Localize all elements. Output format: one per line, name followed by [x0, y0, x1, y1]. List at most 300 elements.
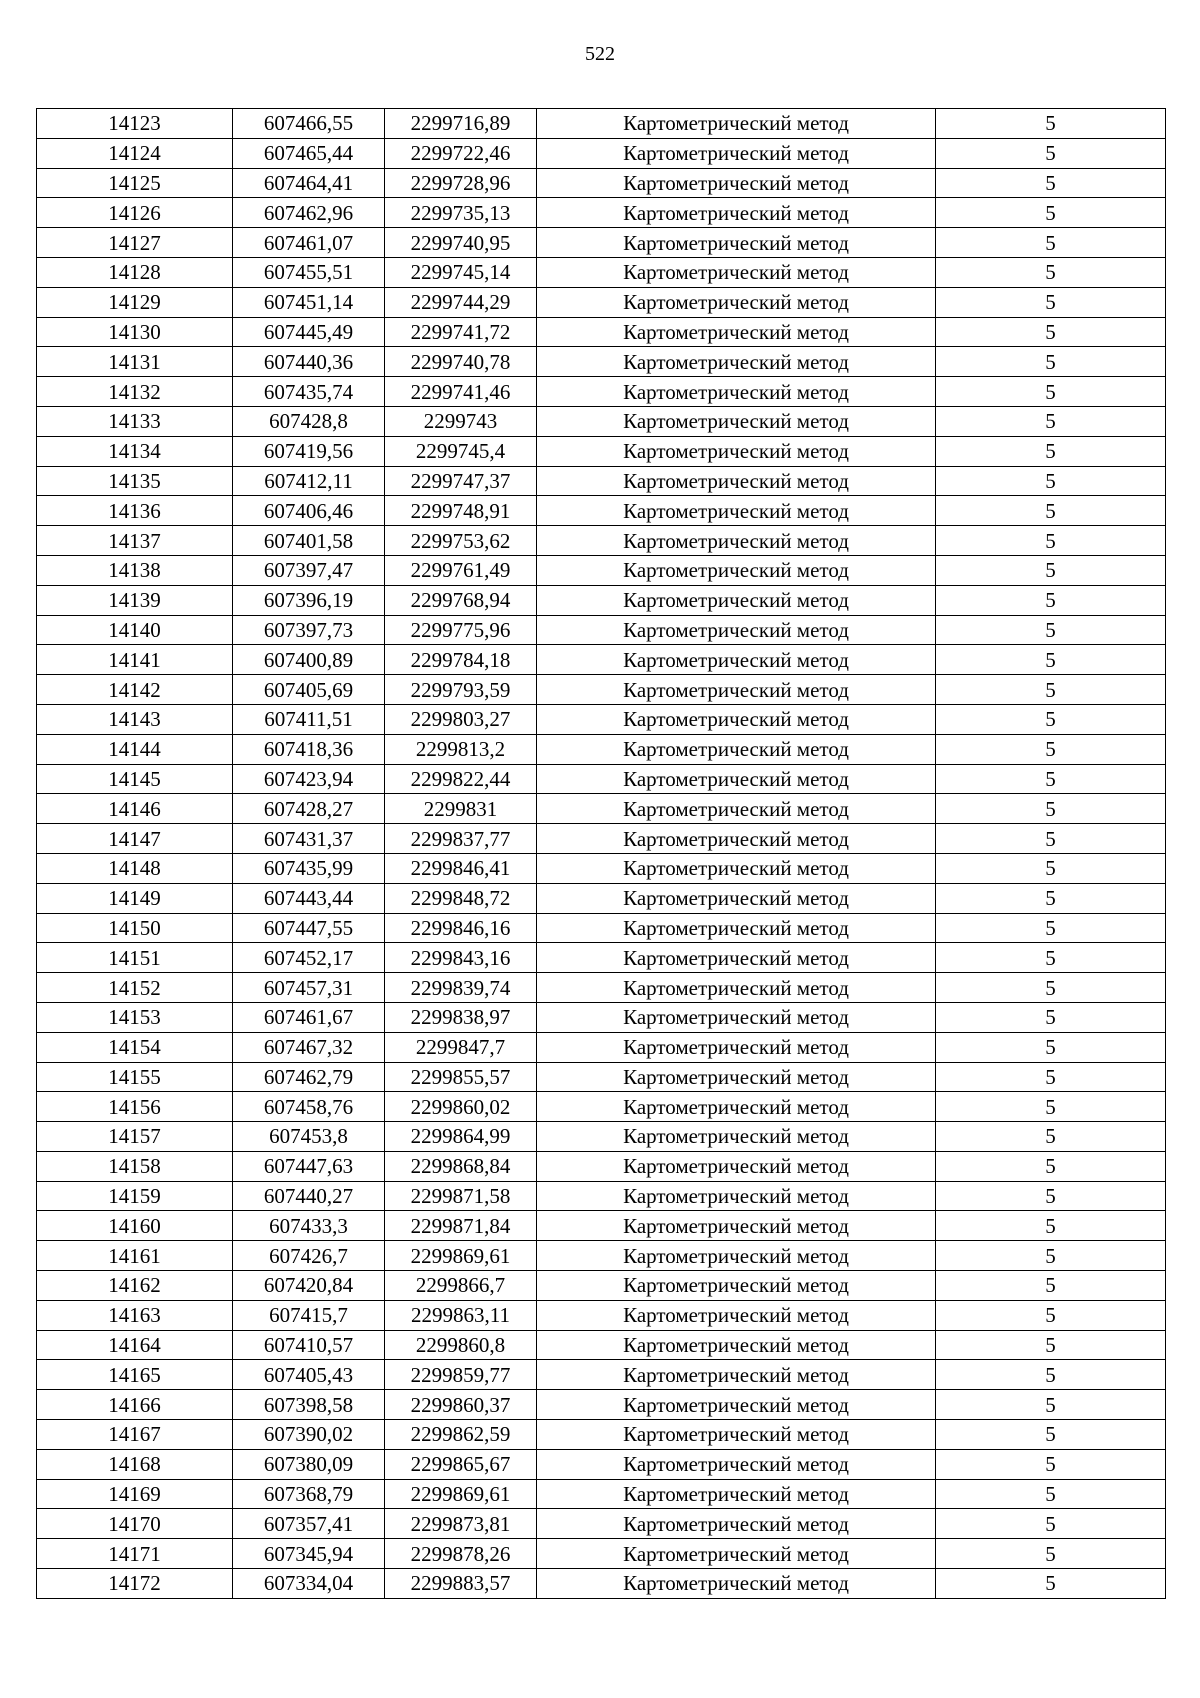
- method-cell: Картометрический метод: [537, 1539, 936, 1569]
- x-coordinate-cell: 607400,89: [233, 645, 385, 675]
- point-number-cell: 14125: [37, 168, 233, 198]
- accuracy-cell: 5: [936, 645, 1166, 675]
- method-cell: Картометрический метод: [537, 138, 936, 168]
- accuracy-cell: 5: [936, 734, 1166, 764]
- point-number-cell: 14161: [37, 1241, 233, 1271]
- x-coordinate-cell: 607426,7: [233, 1241, 385, 1271]
- x-coordinate-cell: 607458,76: [233, 1092, 385, 1122]
- x-coordinate-cell: 607440,36: [233, 347, 385, 377]
- point-number-cell: 14145: [37, 764, 233, 794]
- method-cell: Картометрический метод: [537, 764, 936, 794]
- method-cell: Картометрический метод: [537, 1211, 936, 1241]
- method-cell: Картометрический метод: [537, 198, 936, 228]
- point-number-cell: 14141: [37, 645, 233, 675]
- table-row: [37, 853, 1166, 883]
- method-cell: Картометрический метод: [537, 555, 936, 585]
- method-cell: Картометрический метод: [537, 585, 936, 615]
- table-row: [37, 1479, 1166, 1509]
- table-row: [37, 436, 1166, 466]
- x-coordinate-cell: 607345,94: [233, 1539, 385, 1569]
- method-cell: Картометрический метод: [537, 1002, 936, 1032]
- y-coordinate-cell: 2299753,62: [385, 526, 537, 556]
- method-cell: Картометрический метод: [537, 377, 936, 407]
- point-number-cell: 14155: [37, 1062, 233, 1092]
- y-coordinate-cell: 2299722,46: [385, 138, 537, 168]
- method-cell: Картометрический метод: [537, 436, 936, 466]
- y-coordinate-cell: 2299847,7: [385, 1032, 537, 1062]
- method-cell: Картометрический метод: [537, 1122, 936, 1152]
- method-cell: Картометрический метод: [537, 228, 936, 258]
- x-coordinate-cell: 607457,31: [233, 973, 385, 1003]
- point-number-cell: 14129: [37, 287, 233, 317]
- method-cell: Картометрический метод: [537, 794, 936, 824]
- x-coordinate-cell: 607410,57: [233, 1330, 385, 1360]
- point-number-cell: 14157: [37, 1122, 233, 1152]
- method-cell: Картометрический метод: [537, 1390, 936, 1420]
- table-row: [37, 228, 1166, 258]
- point-number-cell: 14170: [37, 1509, 233, 1539]
- method-cell: Картометрический метод: [537, 1092, 936, 1122]
- y-coordinate-cell: 2299716,89: [385, 109, 537, 139]
- accuracy-cell: 5: [936, 585, 1166, 615]
- point-number-cell: 14130: [37, 317, 233, 347]
- accuracy-cell: 5: [936, 496, 1166, 526]
- y-coordinate-cell: 2299813,2: [385, 734, 537, 764]
- table-row: [37, 913, 1166, 943]
- y-coordinate-cell: 2299745,4: [385, 436, 537, 466]
- x-coordinate-cell: 607418,36: [233, 734, 385, 764]
- point-number-cell: 14143: [37, 704, 233, 734]
- y-coordinate-cell: 2299865,67: [385, 1449, 537, 1479]
- accuracy-cell: 5: [936, 704, 1166, 734]
- table-row: [37, 496, 1166, 526]
- method-cell: Картометрический метод: [537, 1151, 936, 1181]
- accuracy-cell: 5: [936, 406, 1166, 436]
- accuracy-cell: 5: [936, 1241, 1166, 1271]
- point-number-cell: 14134: [37, 436, 233, 466]
- y-coordinate-cell: 2299855,57: [385, 1062, 537, 1092]
- x-coordinate-cell: 607435,99: [233, 853, 385, 883]
- table-row: [37, 198, 1166, 228]
- y-coordinate-cell: 2299871,84: [385, 1211, 537, 1241]
- method-cell: Картометрический метод: [537, 1181, 936, 1211]
- method-cell: Картометрический метод: [537, 168, 936, 198]
- accuracy-cell: 5: [936, 198, 1166, 228]
- method-cell: Картометрический метод: [537, 1032, 936, 1062]
- y-coordinate-cell: 2299745,14: [385, 257, 537, 287]
- x-coordinate-cell: 607445,49: [233, 317, 385, 347]
- point-number-cell: 14153: [37, 1002, 233, 1032]
- point-number-cell: 14124: [37, 138, 233, 168]
- point-number-cell: 14156: [37, 1092, 233, 1122]
- table-row: [37, 109, 1166, 139]
- table-row: [37, 675, 1166, 705]
- table-row: [37, 824, 1166, 854]
- x-coordinate-cell: 607390,02: [233, 1420, 385, 1450]
- table-row: [37, 287, 1166, 317]
- method-cell: Картометрический метод: [537, 287, 936, 317]
- point-number-cell: 14171: [37, 1539, 233, 1569]
- page-number: 522: [585, 43, 615, 65]
- table-row: [37, 138, 1166, 168]
- table-row: [37, 764, 1166, 794]
- y-coordinate-cell: 2299740,95: [385, 228, 537, 258]
- table-row: [37, 585, 1166, 615]
- table-row: [37, 973, 1166, 1003]
- x-coordinate-cell: 607455,51: [233, 257, 385, 287]
- method-cell: Картометрический метод: [537, 943, 936, 973]
- table-row: [37, 1002, 1166, 1032]
- y-coordinate-cell: 2299748,91: [385, 496, 537, 526]
- y-coordinate-cell: 2299843,16: [385, 943, 537, 973]
- x-coordinate-cell: 607433,3: [233, 1211, 385, 1241]
- y-coordinate-cell: 2299831: [385, 794, 537, 824]
- table-row: [37, 1122, 1166, 1152]
- accuracy-cell: 5: [936, 1092, 1166, 1122]
- accuracy-cell: 5: [936, 109, 1166, 139]
- point-number-cell: 14168: [37, 1449, 233, 1479]
- point-number-cell: 14127: [37, 228, 233, 258]
- table-row: [37, 1271, 1166, 1301]
- accuracy-cell: 5: [936, 1122, 1166, 1152]
- table-row: [37, 1420, 1166, 1450]
- point-number-cell: 14142: [37, 675, 233, 705]
- x-coordinate-cell: 607406,46: [233, 496, 385, 526]
- accuracy-cell: 5: [936, 347, 1166, 377]
- y-coordinate-cell: 2299866,7: [385, 1271, 537, 1301]
- x-coordinate-cell: 607415,7: [233, 1300, 385, 1330]
- table-row: [37, 1032, 1166, 1062]
- coordinates-table: [36, 108, 1166, 1599]
- y-coordinate-cell: 2299838,97: [385, 1002, 537, 1032]
- table-row: [37, 347, 1166, 377]
- y-coordinate-cell: 2299869,61: [385, 1241, 537, 1271]
- x-coordinate-cell: 607428,27: [233, 794, 385, 824]
- x-coordinate-cell: 607451,14: [233, 287, 385, 317]
- accuracy-cell: 5: [936, 526, 1166, 556]
- y-coordinate-cell: 2299846,16: [385, 913, 537, 943]
- method-cell: Картометрический метод: [537, 824, 936, 854]
- accuracy-cell: 5: [936, 913, 1166, 943]
- y-coordinate-cell: 2299846,41: [385, 853, 537, 883]
- x-coordinate-cell: 607447,63: [233, 1151, 385, 1181]
- point-number-cell: 14146: [37, 794, 233, 824]
- point-number-cell: 14147: [37, 824, 233, 854]
- table-row: [37, 794, 1166, 824]
- accuracy-cell: 5: [936, 436, 1166, 466]
- accuracy-cell: 5: [936, 1151, 1166, 1181]
- x-coordinate-cell: 607464,41: [233, 168, 385, 198]
- y-coordinate-cell: 2299864,99: [385, 1122, 537, 1152]
- accuracy-cell: 5: [936, 1181, 1166, 1211]
- accuracy-cell: 5: [936, 287, 1166, 317]
- table-row: [37, 257, 1166, 287]
- y-coordinate-cell: 2299860,8: [385, 1330, 537, 1360]
- method-cell: Картометрический метод: [537, 883, 936, 913]
- point-number-cell: 14123: [37, 109, 233, 139]
- method-cell: Картометрический метод: [537, 734, 936, 764]
- x-coordinate-cell: 607447,55: [233, 913, 385, 943]
- point-number-cell: 14172: [37, 1569, 233, 1599]
- x-coordinate-cell: 607412,11: [233, 466, 385, 496]
- accuracy-cell: 5: [936, 824, 1166, 854]
- point-number-cell: 14131: [37, 347, 233, 377]
- method-cell: Картометрический метод: [537, 406, 936, 436]
- point-number-cell: 14162: [37, 1271, 233, 1301]
- accuracy-cell: 5: [936, 228, 1166, 258]
- accuracy-cell: 5: [936, 1420, 1166, 1450]
- method-cell: Картометрический метод: [537, 1271, 936, 1301]
- table-row: [37, 645, 1166, 675]
- x-coordinate-cell: 607405,69: [233, 675, 385, 705]
- point-number-cell: 14154: [37, 1032, 233, 1062]
- x-coordinate-cell: 607431,37: [233, 824, 385, 854]
- table-row: [37, 1211, 1166, 1241]
- table-row: [37, 317, 1166, 347]
- y-coordinate-cell: 2299848,72: [385, 883, 537, 913]
- x-coordinate-cell: 607368,79: [233, 1479, 385, 1509]
- method-cell: Картометрический метод: [537, 1360, 936, 1390]
- table-row: [37, 168, 1166, 198]
- method-cell: Картометрический метод: [537, 347, 936, 377]
- point-number-cell: 14151: [37, 943, 233, 973]
- accuracy-cell: 5: [936, 615, 1166, 645]
- y-coordinate-cell: 2299735,13: [385, 198, 537, 228]
- accuracy-cell: 5: [936, 1032, 1166, 1062]
- table-row: [37, 1092, 1166, 1122]
- x-coordinate-cell: 607465,44: [233, 138, 385, 168]
- x-coordinate-cell: 607453,8: [233, 1122, 385, 1152]
- method-cell: Картометрический метод: [537, 645, 936, 675]
- table-row: [37, 1360, 1166, 1390]
- method-cell: Картометрический метод: [537, 973, 936, 1003]
- method-cell: Картометрический метод: [537, 853, 936, 883]
- method-cell: Картометрический метод: [537, 1330, 936, 1360]
- x-coordinate-cell: 607419,56: [233, 436, 385, 466]
- table-row: [37, 1390, 1166, 1420]
- table-row: [37, 1509, 1166, 1539]
- method-cell: Картометрический метод: [537, 1479, 936, 1509]
- y-coordinate-cell: 2299768,94: [385, 585, 537, 615]
- accuracy-cell: 5: [936, 853, 1166, 883]
- point-number-cell: 14167: [37, 1420, 233, 1450]
- accuracy-cell: 5: [936, 555, 1166, 585]
- x-coordinate-cell: 607428,8: [233, 406, 385, 436]
- y-coordinate-cell: 2299837,77: [385, 824, 537, 854]
- point-number-cell: 14165: [37, 1360, 233, 1390]
- accuracy-cell: 5: [936, 1539, 1166, 1569]
- x-coordinate-cell: 607461,67: [233, 1002, 385, 1032]
- method-cell: Картометрический метод: [537, 1062, 936, 1092]
- x-coordinate-cell: 607405,43: [233, 1360, 385, 1390]
- y-coordinate-cell: 2299860,02: [385, 1092, 537, 1122]
- method-cell: Картометрический метод: [537, 913, 936, 943]
- coordinates-table-body: [37, 109, 1166, 1599]
- accuracy-cell: 5: [936, 1569, 1166, 1599]
- y-coordinate-cell: 2299743: [385, 406, 537, 436]
- point-number-cell: 14140: [37, 615, 233, 645]
- y-coordinate-cell: 2299744,29: [385, 287, 537, 317]
- table-row: [37, 883, 1166, 913]
- y-coordinate-cell: 2299868,84: [385, 1151, 537, 1181]
- x-coordinate-cell: 607443,44: [233, 883, 385, 913]
- method-cell: Картометрический метод: [537, 109, 936, 139]
- table-row: [37, 943, 1166, 973]
- accuracy-cell: 5: [936, 168, 1166, 198]
- accuracy-cell: 5: [936, 1509, 1166, 1539]
- method-cell: Картометрический метод: [537, 317, 936, 347]
- table-row: [37, 1539, 1166, 1569]
- y-coordinate-cell: 2299860,37: [385, 1390, 537, 1420]
- table-row: [37, 1241, 1166, 1271]
- table-row: [37, 1449, 1166, 1479]
- accuracy-cell: 5: [936, 1479, 1166, 1509]
- accuracy-cell: 5: [936, 257, 1166, 287]
- x-coordinate-cell: 607398,58: [233, 1390, 385, 1420]
- accuracy-cell: 5: [936, 883, 1166, 913]
- y-coordinate-cell: 2299803,27: [385, 704, 537, 734]
- x-coordinate-cell: 607462,79: [233, 1062, 385, 1092]
- y-coordinate-cell: 2299822,44: [385, 764, 537, 794]
- point-number-cell: 14148: [37, 853, 233, 883]
- x-coordinate-cell: 607420,84: [233, 1271, 385, 1301]
- method-cell: Картометрический метод: [537, 615, 936, 645]
- table-row: [37, 615, 1166, 645]
- y-coordinate-cell: 2299878,26: [385, 1539, 537, 1569]
- x-coordinate-cell: 607467,32: [233, 1032, 385, 1062]
- method-cell: Картометрический метод: [537, 257, 936, 287]
- accuracy-cell: 5: [936, 466, 1166, 496]
- accuracy-cell: 5: [936, 943, 1166, 973]
- point-number-cell: 14128: [37, 257, 233, 287]
- table-row: [37, 704, 1166, 734]
- y-coordinate-cell: 2299869,61: [385, 1479, 537, 1509]
- method-cell: Картометрический метод: [537, 526, 936, 556]
- method-cell: Картометрический метод: [537, 1509, 936, 1539]
- y-coordinate-cell: 2299862,59: [385, 1420, 537, 1450]
- point-number-cell: 14149: [37, 883, 233, 913]
- method-cell: Картометрический метод: [537, 1300, 936, 1330]
- point-number-cell: 14150: [37, 913, 233, 943]
- point-number-cell: 14135: [37, 466, 233, 496]
- x-coordinate-cell: 607396,19: [233, 585, 385, 615]
- point-number-cell: 14144: [37, 734, 233, 764]
- y-coordinate-cell: 2299728,96: [385, 168, 537, 198]
- y-coordinate-cell: 2299747,37: [385, 466, 537, 496]
- method-cell: Картометрический метод: [537, 1241, 936, 1271]
- accuracy-cell: 5: [936, 317, 1166, 347]
- point-number-cell: 14132: [37, 377, 233, 407]
- accuracy-cell: 5: [936, 1390, 1166, 1420]
- table-row: [37, 466, 1166, 496]
- method-cell: Картометрический метод: [537, 1569, 936, 1599]
- point-number-cell: 14137: [37, 526, 233, 556]
- accuracy-cell: 5: [936, 1449, 1166, 1479]
- point-number-cell: 14164: [37, 1330, 233, 1360]
- point-number-cell: 14159: [37, 1181, 233, 1211]
- point-number-cell: 14152: [37, 973, 233, 1003]
- point-number-cell: 14169: [37, 1479, 233, 1509]
- x-coordinate-cell: 607423,94: [233, 764, 385, 794]
- table-row: [37, 1181, 1166, 1211]
- x-coordinate-cell: 607461,07: [233, 228, 385, 258]
- x-coordinate-cell: 607435,74: [233, 377, 385, 407]
- accuracy-cell: 5: [936, 138, 1166, 168]
- x-coordinate-cell: 607452,17: [233, 943, 385, 973]
- y-coordinate-cell: 2299839,74: [385, 973, 537, 1003]
- method-cell: Картометрический метод: [537, 496, 936, 526]
- method-cell: Картометрический метод: [537, 1449, 936, 1479]
- accuracy-cell: 5: [936, 764, 1166, 794]
- x-coordinate-cell: 607397,47: [233, 555, 385, 585]
- y-coordinate-cell: 2299863,11: [385, 1300, 537, 1330]
- y-coordinate-cell: 2299784,18: [385, 645, 537, 675]
- y-coordinate-cell: 2299741,72: [385, 317, 537, 347]
- method-cell: Картометрический метод: [537, 704, 936, 734]
- table-row: [37, 406, 1166, 436]
- accuracy-cell: 5: [936, 377, 1166, 407]
- table-row: [37, 1151, 1166, 1181]
- accuracy-cell: 5: [936, 1330, 1166, 1360]
- point-number-cell: 14136: [37, 496, 233, 526]
- y-coordinate-cell: 2299793,59: [385, 675, 537, 705]
- method-cell: Картометрический метод: [537, 675, 936, 705]
- y-coordinate-cell: 2299871,58: [385, 1181, 537, 1211]
- x-coordinate-cell: 607380,09: [233, 1449, 385, 1479]
- table-row: [37, 526, 1166, 556]
- y-coordinate-cell: 2299775,96: [385, 615, 537, 645]
- accuracy-cell: 5: [936, 1002, 1166, 1032]
- y-coordinate-cell: 2299883,57: [385, 1569, 537, 1599]
- point-number-cell: 14138: [37, 555, 233, 585]
- x-coordinate-cell: 607357,41: [233, 1509, 385, 1539]
- accuracy-cell: 5: [936, 1211, 1166, 1241]
- x-coordinate-cell: 607334,04: [233, 1569, 385, 1599]
- point-number-cell: 14133: [37, 406, 233, 436]
- accuracy-cell: 5: [936, 973, 1166, 1003]
- accuracy-cell: 5: [936, 794, 1166, 824]
- accuracy-cell: 5: [936, 1062, 1166, 1092]
- accuracy-cell: 5: [936, 675, 1166, 705]
- x-coordinate-cell: 607401,58: [233, 526, 385, 556]
- x-coordinate-cell: 607397,73: [233, 615, 385, 645]
- y-coordinate-cell: 2299740,78: [385, 347, 537, 377]
- y-coordinate-cell: 2299761,49: [385, 555, 537, 585]
- table-row: [37, 734, 1166, 764]
- x-coordinate-cell: 607462,96: [233, 198, 385, 228]
- point-number-cell: 14126: [37, 198, 233, 228]
- point-number-cell: 14160: [37, 1211, 233, 1241]
- point-number-cell: 14139: [37, 585, 233, 615]
- x-coordinate-cell: 607466,55: [233, 109, 385, 139]
- table-row: [37, 1330, 1166, 1360]
- point-number-cell: 14166: [37, 1390, 233, 1420]
- accuracy-cell: 5: [936, 1271, 1166, 1301]
- x-coordinate-cell: 607440,27: [233, 1181, 385, 1211]
- y-coordinate-cell: 2299873,81: [385, 1509, 537, 1539]
- method-cell: Картометрический метод: [537, 1420, 936, 1450]
- table-row: [37, 555, 1166, 585]
- x-coordinate-cell: 607411,51: [233, 704, 385, 734]
- method-cell: Картометрический метод: [537, 466, 936, 496]
- point-number-cell: 14158: [37, 1151, 233, 1181]
- y-coordinate-cell: 2299859,77: [385, 1360, 537, 1390]
- point-number-cell: 14163: [37, 1300, 233, 1330]
- accuracy-cell: 5: [936, 1300, 1166, 1330]
- y-coordinate-cell: 2299741,46: [385, 377, 537, 407]
- table-row: [37, 1300, 1166, 1330]
- table-row: [37, 377, 1166, 407]
